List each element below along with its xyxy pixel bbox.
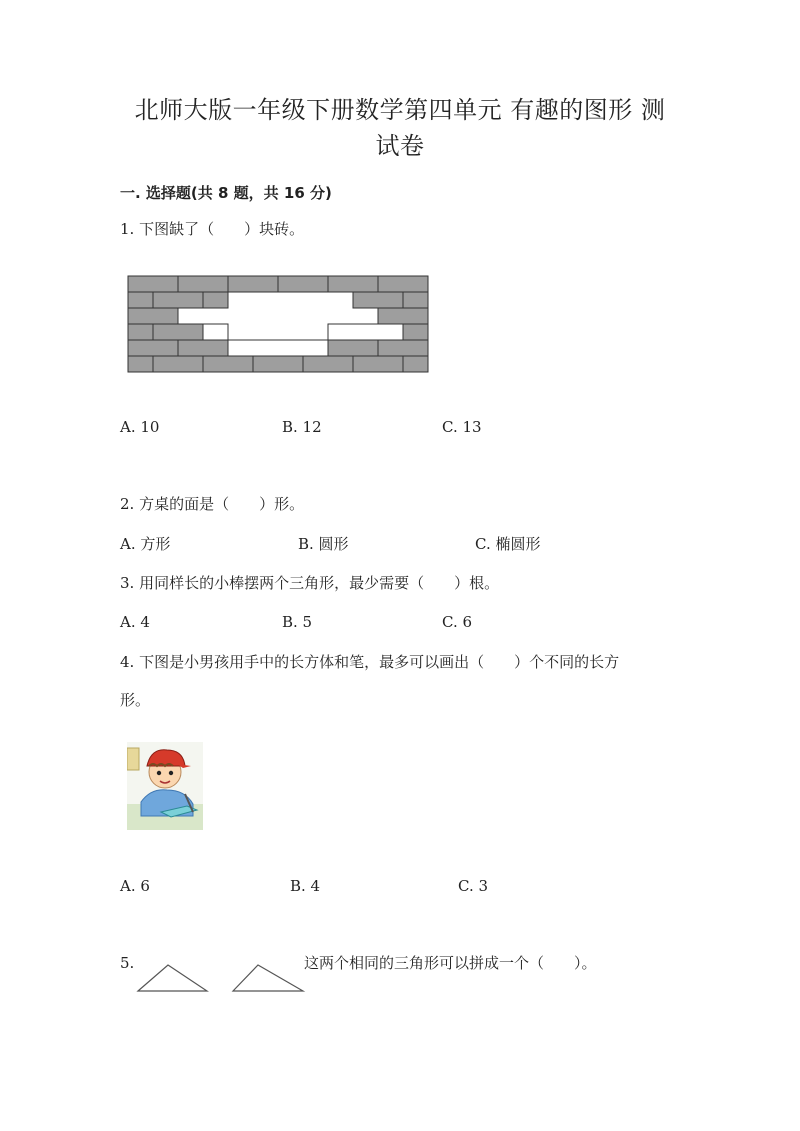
brick: [403, 292, 428, 308]
brick: [378, 340, 428, 356]
brick: [178, 276, 228, 292]
brick: [303, 356, 353, 372]
brick: [378, 308, 428, 324]
q3-option-c[interactable]: C. 6: [442, 613, 473, 631]
section-heading: 一. 选择题(共 8 题，共 16 分): [120, 184, 332, 202]
title-line-1: 北师大版一年级下册数学第四单元 有趣的图形 测: [134, 96, 666, 124]
brick: [128, 292, 153, 308]
q1-option-b[interactable]: B. 12: [282, 418, 322, 436]
question-4-text-line-1: 4. 下图是小男孩用手中的长方体和笔，最多可以画出（ ）个不同的长方: [120, 653, 620, 671]
brick: [128, 356, 153, 372]
q1-option-a[interactable]: A. 10: [120, 418, 160, 436]
brick: [178, 340, 228, 356]
boy-with-box-illustration: [127, 742, 203, 830]
q4-option-c[interactable]: C. 3: [458, 877, 489, 895]
triangle-right: [233, 965, 303, 991]
title-line-2: 试卷: [375, 132, 425, 160]
q1-option-c[interactable]: C. 13: [442, 418, 482, 436]
brick: [153, 292, 203, 308]
q2-option-a[interactable]: A. 方形: [120, 535, 171, 553]
question-5-text: 这两个相同的三角形可以拼成一个（ ）。: [304, 954, 597, 972]
brick: [403, 356, 428, 372]
brick: [253, 356, 303, 372]
question-3-text: 3. 用同样长的小棒摆两个三角形，最少需要（ ）根。: [120, 574, 500, 592]
brick: [153, 356, 203, 372]
brick: [128, 276, 178, 292]
brick: [328, 276, 378, 292]
brick: [403, 324, 428, 340]
brick: [128, 308, 178, 324]
brick: [353, 292, 403, 308]
triangle-left: [138, 965, 207, 991]
page-title: [100, 92, 700, 164]
brick: [378, 276, 428, 292]
brick: [278, 276, 328, 292]
q3-option-a[interactable]: A. 4: [120, 613, 150, 631]
q4-option-a[interactable]: A. 6: [120, 877, 150, 895]
brick: [153, 324, 203, 340]
brick-wall-figure: [127, 275, 430, 373]
brick: [203, 292, 228, 308]
brick: [353, 356, 403, 372]
q2-option-c[interactable]: C. 椭圆形: [475, 535, 541, 553]
question-1-text: 1. 下图缺了（ ）块砖。: [120, 220, 305, 238]
brick: [128, 340, 178, 356]
brick: [228, 276, 278, 292]
q2-option-b[interactable]: B. 圆形: [298, 535, 349, 553]
brick: [328, 340, 378, 356]
q4-option-b[interactable]: B. 4: [290, 877, 321, 895]
brick: [128, 324, 153, 340]
two-triangles-figure: [133, 962, 308, 994]
question-5-number: 5.: [120, 954, 135, 972]
brick: [203, 356, 253, 372]
question-4-text-line-2: 形。: [120, 691, 151, 709]
q3-option-b[interactable]: B. 5: [282, 613, 313, 631]
question-2-text: 2. 方桌的面是（ ）形。: [120, 495, 305, 513]
